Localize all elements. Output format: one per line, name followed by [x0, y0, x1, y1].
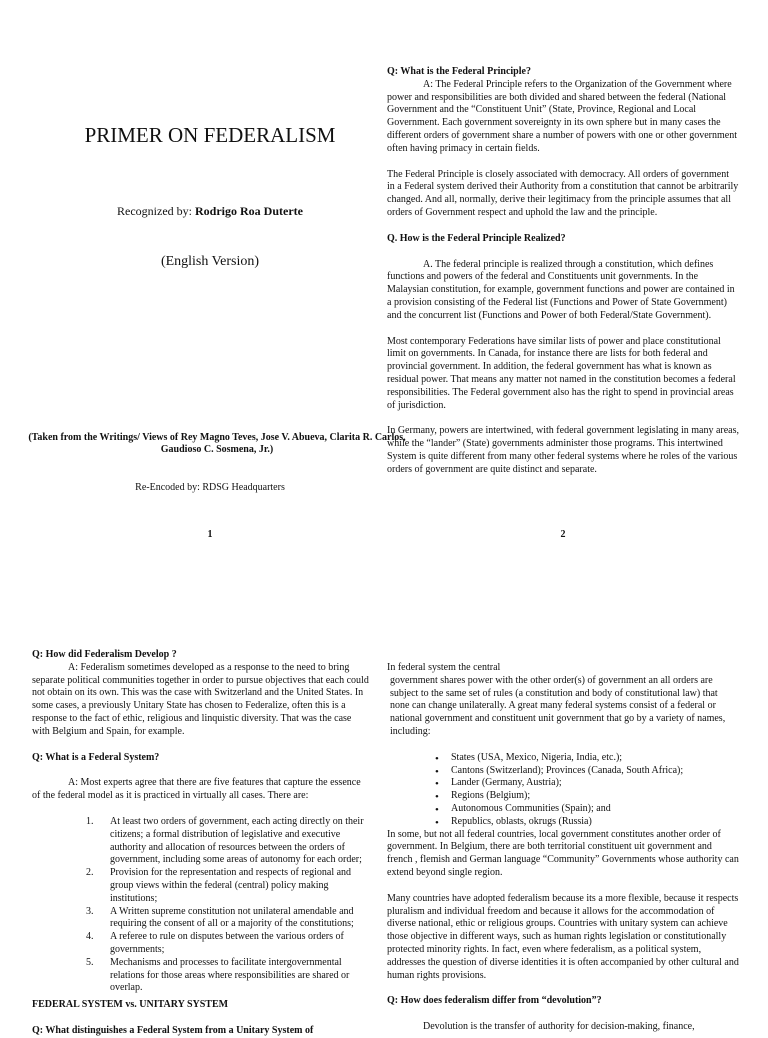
- reencoded-by: Re-Encoded by: RDSG Headquarters: [135, 482, 285, 493]
- paragraph: In federal system the central: [387, 662, 501, 673]
- features-list: [32, 816, 370, 995]
- paragraph: In some, but not all federal countries, local government constitutes another order of government. In Belgium, there are both territorial constituent uit government and french , flemish and German language “Community” Governments whose authority can extend beyond single region.: [387, 828, 739, 878]
- constituent-units-list: [387, 752, 739, 829]
- list-item: • Regions (Belgium);: [451, 790, 739, 803]
- document-title: PRIMER ON FEDERALISM: [84, 123, 336, 147]
- list-item: • Cantons (Switzerland); Provinces (Canada, South Africa);: [451, 765, 739, 778]
- section-heading: FEDERAL SYSTEM vs. UNITARY SYSTEM: [32, 999, 229, 1011]
- list-item: • States (USA, Mexico, Nigeria, India, etc.);: [451, 752, 739, 765]
- list-item: 3. A Written supreme constitution not unilateral amendable and requiring the consent of all or a majority of the constitutions;: [96, 906, 370, 932]
- question-federal-vs-unitary: Q: What distinguishes a Federal System from a Unitary System of: [32, 1024, 314, 1036]
- version-label: (English Version): [160, 254, 260, 269]
- recognized-by-name: Rodrigo Roa Duterte: [195, 204, 303, 218]
- page-1: [20, 0, 406, 560]
- answer-principle-realized: A. The federal principle is realized through a constitution, which defines functions and powers of the federal and Constituents unit governments. In the Malaysian constitution, for example, government functions and power are contained in a provision consisting of the Federal list (Functions and Power of State Government) and the concurrent list (Functions and Power of both Federal/State Government).: [387, 258, 735, 321]
- sources-note: (Taken from the Writings/ Views of Rey Magno Teves, Jose V. Abueva, Clarita R. Carlos, Gaudioso C. Sosmena, Jr.): [28, 432, 406, 455]
- question-federal-system: Q: What is a Federal System?: [32, 751, 160, 763]
- paragraph: The Federal Principle is closely associated with democracy. All orders of government in a Federal system derived their Authority from a constitution that cannot be arbitrarily changed. And all, normally, derive their legitimacy from the principle assumes that all orders of Government respect and uphold the law and the principle.: [387, 168, 739, 218]
- question-principle-realized: Q. How is the Federal Principle Realized?: [387, 232, 566, 244]
- question-federal-principle: Q: What is the Federal Principle?: [387, 66, 531, 77]
- list-item: • Autonomous Communities (Spain); and: [451, 803, 739, 816]
- paragraph: Most contemporary Federations have similar lists of power and place constitutional limit on governments. In Canada, for instance there are lists for both federal and provincial government. In addition, the federal government has what is known as residual power. That means any matter not named in the constitution becomes a federal responsibilities. The Federal government also has the right to spend in provincial areas of jurisdiction.: [387, 335, 736, 411]
- page-number: 1: [207, 529, 213, 540]
- list-item: • Republics, oblasts, okrugs (Russia): [451, 816, 739, 829]
- paragraph: In Germany, powers are intertwined, with federal government legislating in many areas, while the “lander” (State) governments administer those programs. This intertwined System is quite different from many other federal systems where he roles of the various orders of government are quite distinct and separate.: [387, 425, 740, 475]
- paragraph: government shares power with the other order(s) of government an all orders are subject to the same set of rules (a constitution and body of constitutional law) that none can change unilaterally. A great many federal systems consist of a federal or national government and constituent unit government that go by a variety of names, including:: [390, 674, 726, 737]
- list-item: • Lander (Germany, Austria);: [451, 777, 739, 790]
- paragraph: Devolution is the transfer of authority for decision-making, finance,: [423, 1021, 695, 1033]
- paragraph: Many countries have adopted federalism because its a more flexible, because it respects pluralism and individual freedom and because it allows for the accommodation of diverse national, ethic or religious groups. Countries with unitary system can achieve those objective in different ways, such as human rights legislation or constitutionally protected minority rights. In fact, even where federalism, as a political system, addresses the question of diverse identities it is often accompanied by other cultural and human rights provisions.: [387, 892, 739, 981]
- recognized-by: [20, 204, 400, 219]
- list-item: 1. At least two orders of government, each acting directly on their citizens; a formal distribution of legislative and executive authority and allocation of resources between the orders of government, including some areas of autonomy for each order;: [96, 816, 370, 867]
- answer-federal-system: A: Most experts agree that there are five features that capture the essence of the federal model as it is practiced in virtually all cases. There are:: [32, 777, 361, 802]
- recognized-by-label: Recognized by:: [117, 204, 195, 218]
- page-number: 2: [560, 529, 566, 540]
- page-2: [387, 66, 739, 566]
- answer-federalism-develop: A: Federalism sometimes developed as a response to the need to bring separate political communities together in order to pursue objectives that each could not obtain on its own. This was the case with Switzerland and the United States. In some cases, a previously Unitary State has chosen to Federalize, often this is a response to the fact of ethic, religious and linquistic diversity. That was the case with Belgium and Spain, for example.: [32, 661, 369, 737]
- page-4: [387, 662, 739, 1033]
- page-3: [32, 649, 370, 1036]
- list-item: 4. A referee to rule on disputes between the various orders of governments;: [96, 931, 370, 957]
- question-federalism-develop: Q: How did Federalism Develop ?: [32, 649, 177, 660]
- list-item: 2. Provision for the representation and respects of regional and group views within the federal (central) policy making institutions;: [96, 867, 370, 905]
- answer-federal-principle: A: The Federal Principle refers to the Organization of the Government where power and responsibilities are both divided and shared between the federal (National Government and the “Constituent Unit” (State, Province, Regional and Local Government. Each government sovereignty in its own sphere but in many cases the different orders of government share a number of powers with one or other government often having primacy in certain fields.: [387, 78, 737, 154]
- list-item: 5. Mechanisms and processes to facilitate intergovernmental relations for those areas where responsibilities are shared or overlap.: [96, 957, 370, 995]
- question-federalism-devolution: Q: How does federalism differ from “devolution”?: [387, 995, 602, 1007]
